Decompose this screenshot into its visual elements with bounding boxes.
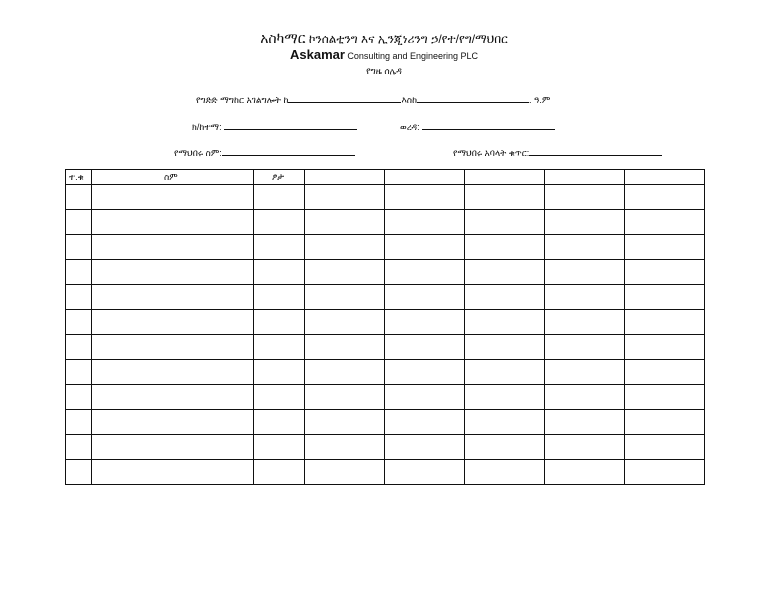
table-cell[interactable]	[254, 335, 305, 360]
table-cell[interactable]	[545, 335, 625, 360]
table-cell[interactable]	[254, 235, 305, 260]
table-cell[interactable]	[92, 185, 254, 210]
table-cell[interactable]	[254, 435, 305, 460]
table-cell[interactable]	[625, 260, 705, 285]
member-count-blank[interactable]	[529, 146, 662, 156]
table-cell[interactable]	[305, 185, 385, 210]
table-cell[interactable]	[465, 410, 545, 435]
table-cell[interactable]	[92, 335, 254, 360]
table-row	[66, 335, 705, 360]
table-cell[interactable]	[305, 310, 385, 335]
table-cell[interactable]	[465, 235, 545, 260]
table-cell[interactable]	[92, 410, 254, 435]
table-cell[interactable]	[385, 360, 465, 385]
table-cell[interactable]	[305, 360, 385, 385]
table-row	[66, 435, 705, 460]
table-cell[interactable]	[305, 335, 385, 360]
period-to-blank[interactable]	[417, 93, 529, 103]
member-count-field	[453, 146, 662, 159]
table-cell[interactable]	[66, 385, 92, 410]
table-cell[interactable]	[545, 460, 625, 485]
table-cell[interactable]	[465, 210, 545, 235]
table-cell[interactable]	[465, 185, 545, 210]
woreda-field	[400, 120, 555, 133]
table-cell[interactable]	[254, 460, 305, 485]
table-row	[66, 285, 705, 310]
table-cell[interactable]	[385, 185, 465, 210]
table-row	[66, 410, 705, 435]
table-cell[interactable]	[625, 435, 705, 460]
table-cell[interactable]	[66, 460, 92, 485]
period-from-blank[interactable]	[288, 93, 401, 103]
table-cell[interactable]	[625, 285, 705, 310]
table-cell[interactable]	[385, 235, 465, 260]
table-row	[66, 185, 705, 210]
table-cell[interactable]	[465, 335, 545, 360]
company-name-amharic-lead: አስካማር	[260, 30, 306, 46]
table-cell[interactable]	[66, 310, 92, 335]
member-count-label: የማህበሩ አባላት ቁጥር:	[453, 148, 530, 158]
table-cell[interactable]	[625, 335, 705, 360]
table-row	[66, 210, 705, 235]
table-cell[interactable]	[545, 310, 625, 335]
table-cell[interactable]	[545, 360, 625, 385]
table-cell[interactable]	[625, 360, 705, 385]
table-cell[interactable]	[545, 260, 625, 285]
zone-field	[192, 120, 357, 133]
table-row	[66, 360, 705, 385]
table-cell[interactable]	[254, 410, 305, 435]
period-label: የግድድ ማግከር አገልግሎት ከ	[196, 95, 289, 105]
table-cell[interactable]	[305, 285, 385, 310]
table-cell[interactable]	[545, 235, 625, 260]
company-name-english	[0, 47, 768, 64]
table-cell[interactable]	[545, 185, 625, 210]
table-cell[interactable]	[66, 410, 92, 435]
table-cell[interactable]	[92, 360, 254, 385]
table-row	[66, 235, 705, 260]
table-cell[interactable]	[385, 210, 465, 235]
association-name-field	[174, 146, 355, 159]
table-cell[interactable]	[625, 310, 705, 335]
zone-blank[interactable]	[224, 120, 357, 130]
table-cell[interactable]	[254, 360, 305, 385]
col-header-blank-1	[305, 170, 385, 185]
year-label: . ዓ.ም	[529, 95, 551, 105]
roster-table	[65, 169, 705, 485]
table-cell[interactable]	[465, 435, 545, 460]
table-cell[interactable]	[305, 435, 385, 460]
table-cell[interactable]	[625, 235, 705, 260]
table-row	[66, 260, 705, 285]
table-cell[interactable]	[385, 385, 465, 410]
col-header-number: ተ.ቁ	[66, 170, 92, 185]
table-cell[interactable]	[92, 310, 254, 335]
table-cell[interactable]	[385, 410, 465, 435]
table-cell[interactable]	[66, 360, 92, 385]
period-field	[196, 93, 550, 106]
table-cell[interactable]	[254, 185, 305, 210]
table-cell[interactable]	[254, 310, 305, 335]
table-cell[interactable]	[92, 460, 254, 485]
table-cell[interactable]	[92, 235, 254, 260]
table-cell[interactable]	[66, 435, 92, 460]
table-cell[interactable]	[92, 435, 254, 460]
table-cell[interactable]	[66, 260, 92, 285]
col-header-blank-5	[625, 170, 705, 185]
col-header-name: ስም	[92, 170, 254, 185]
table-cell[interactable]	[545, 410, 625, 435]
table-cell[interactable]	[385, 435, 465, 460]
table-cell[interactable]	[305, 460, 385, 485]
table-row	[66, 385, 705, 410]
table-cell[interactable]	[254, 210, 305, 235]
col-header-blank-2	[385, 170, 465, 185]
table-row	[66, 310, 705, 335]
table-cell[interactable]	[254, 285, 305, 310]
table-cell[interactable]	[465, 360, 545, 385]
association-name-blank[interactable]	[222, 146, 355, 156]
form-subtitle: የግዜ ሰሌዳ	[366, 66, 402, 76]
table-cell[interactable]	[625, 460, 705, 485]
table-cell[interactable]	[385, 310, 465, 335]
until-label: እስከ	[401, 95, 418, 105]
woreda-label: ወረዳ:	[400, 122, 420, 132]
table-header-row	[66, 170, 705, 185]
table-cell[interactable]	[465, 285, 545, 310]
table-cell[interactable]	[625, 185, 705, 210]
table-cell[interactable]	[465, 260, 545, 285]
table-cell[interactable]	[305, 210, 385, 235]
zone-label: ክ/ከተማ:	[192, 122, 222, 132]
association-name-label: የማህበሩ ስም:	[174, 148, 222, 158]
table-cell[interactable]	[254, 260, 305, 285]
table-cell[interactable]	[385, 285, 465, 310]
table-cell[interactable]	[66, 210, 92, 235]
company-name-amharic	[0, 30, 768, 47]
col-header-blank-3	[465, 170, 545, 185]
table-cell[interactable]	[305, 235, 385, 260]
table-cell[interactable]	[92, 210, 254, 235]
table-cell[interactable]	[305, 260, 385, 285]
table-cell[interactable]	[465, 385, 545, 410]
table-cell[interactable]	[92, 260, 254, 285]
table-cell[interactable]	[66, 285, 92, 310]
table-cell[interactable]	[465, 310, 545, 335]
table-cell[interactable]	[254, 385, 305, 410]
table-cell[interactable]	[625, 210, 705, 235]
table-row	[66, 460, 705, 485]
table-cell[interactable]	[385, 260, 465, 285]
col-header-sex: ፆታ	[254, 170, 305, 185]
table-cell[interactable]	[92, 385, 254, 410]
table-cell[interactable]	[545, 435, 625, 460]
table-cell[interactable]	[385, 460, 465, 485]
col-header-blank-4	[545, 170, 625, 185]
table-cell[interactable]	[465, 460, 545, 485]
table-cell[interactable]	[545, 385, 625, 410]
roster-body	[66, 185, 705, 485]
table-cell[interactable]	[385, 335, 465, 360]
company-name-amharic-rest: ኮንሰልቲንግ እና ኢንጂነሪንግ ኃ/የተ/የግ/ማህበር	[305, 32, 508, 46]
table-cell[interactable]	[625, 385, 705, 410]
woreda-blank[interactable]	[422, 120, 555, 130]
table-cell[interactable]	[545, 285, 625, 310]
table-cell[interactable]	[305, 385, 385, 410]
table-cell[interactable]	[66, 335, 92, 360]
table-cell[interactable]	[92, 285, 254, 310]
company-brand: Askamar	[289, 47, 345, 62]
form-header	[0, 30, 768, 78]
table-cell[interactable]	[545, 210, 625, 235]
table-cell[interactable]	[66, 235, 92, 260]
company-name-english-rest: Consulting and Engineering PLC	[344, 51, 479, 61]
table-cell[interactable]	[66, 185, 92, 210]
table-cell[interactable]	[625, 410, 705, 435]
table-cell[interactable]	[305, 410, 385, 435]
